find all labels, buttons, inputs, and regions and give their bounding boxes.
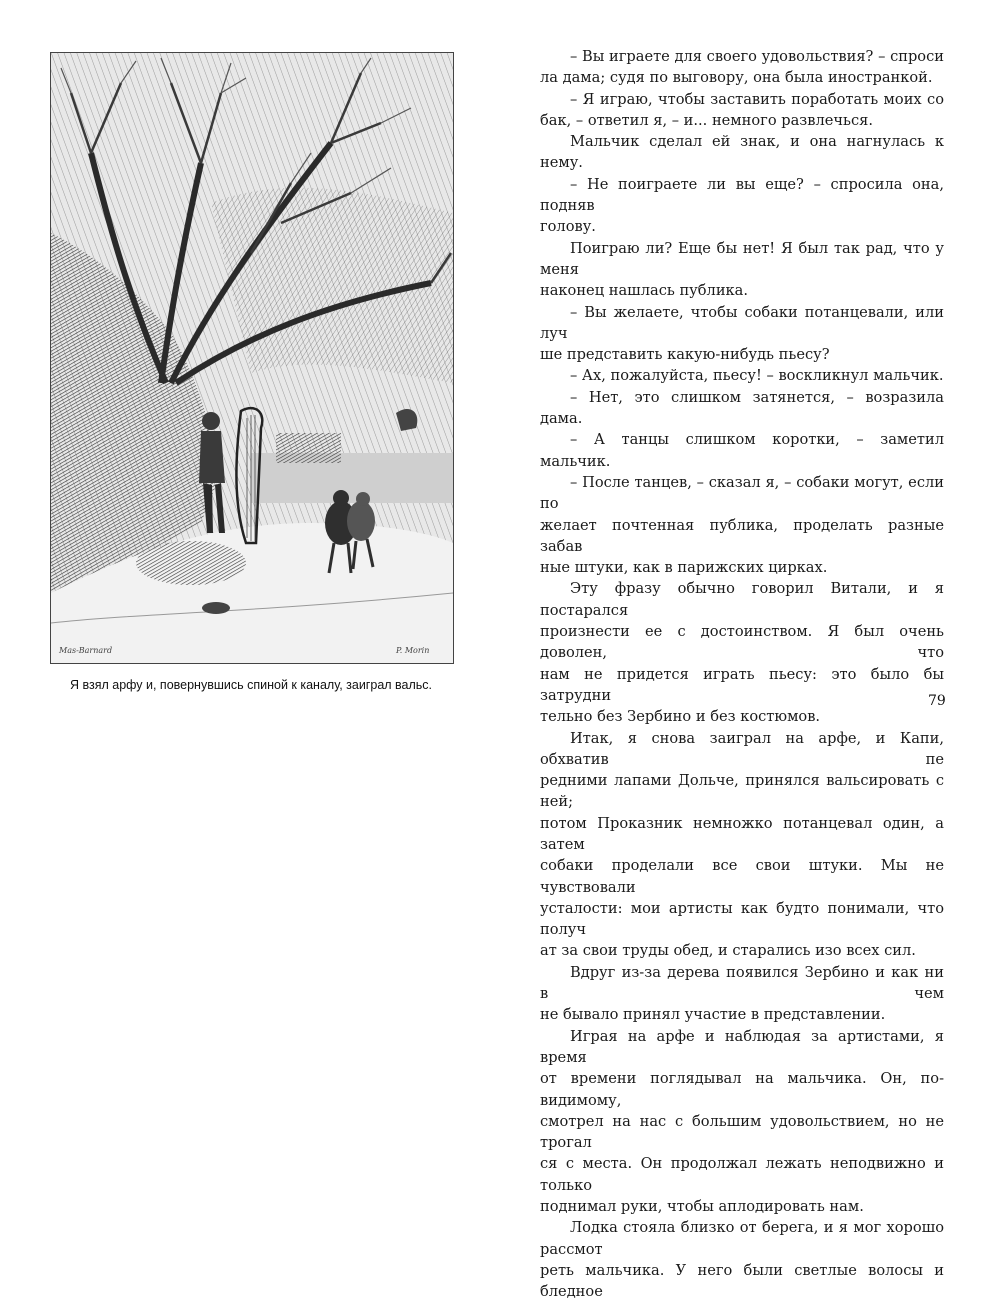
text-line: наконец нашлась публика. (540, 282, 749, 300)
text-line: бак, – ответил я, – и... немного развлечься. (540, 111, 873, 129)
text-line: голову. (540, 218, 596, 236)
text-line: потом Проказник немножко потанцевал один, а затем (540, 814, 944, 853)
text-line: желает почтенная публика, проделать разные забав (540, 516, 944, 555)
rock (136, 541, 246, 585)
text-line: – После танцев, – сказал я, – собаки могут, если по (540, 473, 944, 513)
text-line: – Ах, пожалуйста, пьесу! – воскликнул мальчик. (570, 367, 944, 385)
text-line: Итак, я снова заиграл на арфе, и Капи, обхватив пе (540, 729, 944, 768)
text-line: Играя на арфе и наблюдая за артистами, я время (540, 1027, 944, 1066)
page-number: 79 (928, 693, 946, 709)
text-line: ат за свои труды обед, и старались изо всех сил. (540, 942, 916, 960)
text-line: Мальчик сделал ей знак, и она нагнулась к нему. (540, 133, 944, 172)
text-line: ся с места. Он продолжал лежать неподвижно и только (540, 1155, 944, 1194)
signature-left: Mas-Barnard (59, 646, 113, 655)
text-line: – А танцы слишком коротки, – заметил мальчик. (540, 431, 944, 470)
engraving-scene (51, 53, 453, 663)
text-line: поднимал руки, чтобы аплодировать нам. (540, 1198, 864, 1216)
text-line: от времени поглядывал на мальчика. Он, по-видимому, (540, 1070, 944, 1109)
text-line: произнести ее с достоинством. Я был очень доволен, что (540, 623, 944, 662)
text-line: ные штуки, как в парижских цирках. (540, 559, 828, 577)
text-column (540, 46, 944, 1303)
engraving-illustration (50, 52, 454, 664)
text-line: тельно без Зербино и без костюмов. (540, 708, 821, 726)
text-line: не бывало принял участие в представлении. (540, 1006, 886, 1024)
text-line: Вдруг из-за дерева появился Зербино и как ни в чем (540, 963, 944, 1003)
signature-right: P. Morin (396, 646, 430, 655)
text-line: ла дама; судя по выговору, она была иностранкой. (540, 69, 933, 87)
text-line: Эту фразу обычно говорил Витали, и я постарался (540, 580, 944, 619)
illustration-caption: Я взял арфу и, повернувшись спиной к каналу, заиграл вальс. (69, 678, 433, 692)
text-line: собаки проделали все свои штуки. Мы не чувствовали (540, 857, 944, 896)
text-line: Поиграю ли? Еще бы нет! Я был так рад, что у меня (540, 239, 944, 278)
text-line: реть мальчика. У него были светлые волосы и бледное (540, 1261, 944, 1301)
text-line: смотрел на нас с большим удовольствием, но не трогал (540, 1112, 944, 1152)
text-line: – Вы желаете, чтобы собаки потанцевали, или луч (540, 303, 944, 342)
text-line: – Нет, это слишком затянется, – возразила дама. (540, 388, 944, 428)
text-line: – Вы играете для своего удовольствия? – спроси (570, 48, 944, 65)
text-line: усталости: мои артисты как будто понимали, что получ (540, 899, 944, 939)
text-line: – Я играю, чтобы заставить поработать моих со (570, 90, 944, 108)
text-line: Лодка стояла близко от берега, и я мог хорошо рассмот (540, 1219, 944, 1258)
text-line: – Не поиграете ли вы еще? – спросила она, подняв (540, 175, 944, 215)
text-line: редними лапами Дольче, принялся вальсировать с ней; (540, 772, 944, 811)
text-line: ше представить какую-нибудь пьесу? (540, 346, 830, 364)
boat (276, 433, 341, 463)
text-line: нам не придется играть пьесу: это было бы затрудни (540, 665, 944, 704)
